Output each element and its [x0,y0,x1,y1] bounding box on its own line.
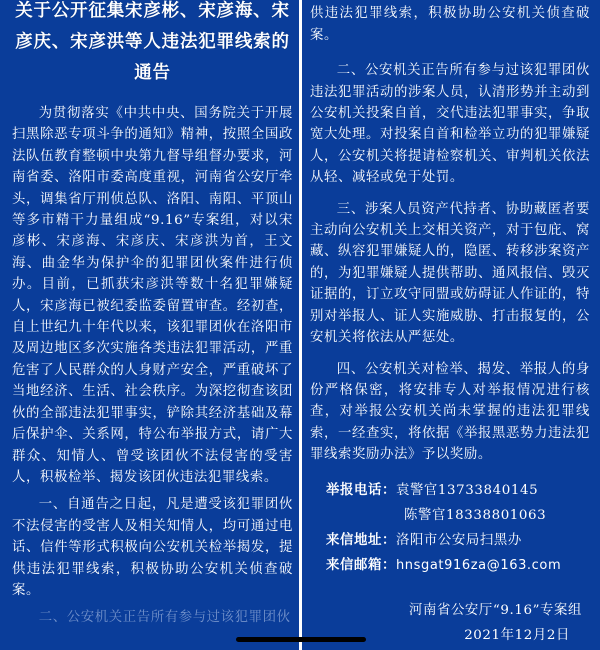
left-column [12,0,293,650]
clause-two-faded-line: 二、公安机关正告所有参与过该犯罪团伙 [38,610,291,626]
clause-one-paragraph: 一、自通告之日起，凡是遭受该犯罪团伙不法侵害的受害人及相关知情人，均可通过电话、信件等形式积极向公安机关检举揭发，提供违法犯罪线索，积极协助公安机关侦查破案。 [12,497,293,598]
address-row [310,528,590,553]
phone-label: 举报电话： [326,481,396,498]
address-label: 来信地址： [326,531,396,548]
clause-four-paragraph: 四、公安机关对检举、揭发、举报人的身份严格保密，将安排专人对举报情况进行核查，对举报公安机关尚未掌握的违法犯罪线索，一经查实，将依据《举报黑恶势力违法犯罪线索奖励办法》予以奖励。 [310,361,590,463]
intro-paragraph: 为贯彻落实《中共中央、国务院关于开展扫黑除恶专项斗争的通知》精神，按照全国政法队伍教育整顿中央第九督导组督办要求，河南省委、洛阳市委高度重视，河南省公安厅牵头，调集省厅刑侦总队、洛阳、南阳、平顶山等多市精干力量组成“9.16”专案组，对以宋彦彬、宋彦海、宋彦庆、宋彦洪为首，王文海、曲金华为保护伞的犯罪团伙案件进行侦办。目前，已抓获宋彦洪等数十名犯罪嫌疑人，宋彦海已被纪委监委留置审查。经初查，自上世纪九十年代以来，该犯罪团伙在洛阳市及周边地区多次实施各类违法犯罪活动，严重危害了人民群众的人身财产安全，严重破坏了当地经济、生活、社会秩序。为深挖彻查该团伙的全部违法犯罪事实，铲除其经济基础及幕后保护伞、关系网，特公布举报方式，请广大群众、知情人、曾受该团伙不法侵害的受害人，积极检举、揭发该团伙违法犯罪线索。 [12,106,293,485]
issue-date: 2021年12月2日 [464,627,570,643]
phone-row-1 [310,478,590,503]
home-indicator-bar[interactable] [236,637,366,642]
issuing-organization: 河南省公安厅“9.16”专案组 [408,602,582,618]
phone-number-2[interactable]: 陈警官18338801063 [404,507,547,523]
clause-two-paragraph: 二、公安机关正告所有参与过该犯罪团伙违法犯罪活动的涉案人员，认清形势并主动到公安机关投案自首，交代违法犯罪事实，争取宽大处理。对投案自首和检举立功的犯罪嫌疑人，公安机关将提请检察机关、审判机关依法从轻、减轻或免于处罚。 [310,63,590,186]
email-row [310,553,590,578]
notice-title [12,0,293,89]
contact-block [310,478,590,578]
phone-number-1[interactable]: 袁警官13733840145 [395,482,539,498]
right-column [310,0,590,650]
phone-row-2 [310,503,590,528]
column-divider [299,0,302,650]
email-label: 来信邮箱： [326,556,396,573]
address-value: 洛阳市公安局扫黑办 [395,532,522,548]
title-line: 通告 [134,63,171,83]
title-line: 关于公开征集宋彦彬、宋彦海、宋 [15,1,290,21]
clause-three-paragraph: 三、涉案人员资产代持者、协助藏匿者要主动向公安机关上交相关资产，对于包庇、窝藏、纵容犯罪嫌疑人的，隐匿、转移涉案资产的，为犯罪嫌疑人提供帮助、通风报信、毁灭证据的，订立攻守同盟或妨碍证人作证的，特别对举报人、证人实施威胁、打击报复的，公安机关将依法从严惩处。 [310,201,590,346]
title-line: 彦庆、宋彦洪等人违法犯罪线索的 [15,32,290,52]
clause-one-continued: 供违法犯罪线索，积极协助公安机关侦查破案。 [310,6,590,43]
email-link[interactable]: hnsgat916za@163.com [395,557,562,573]
